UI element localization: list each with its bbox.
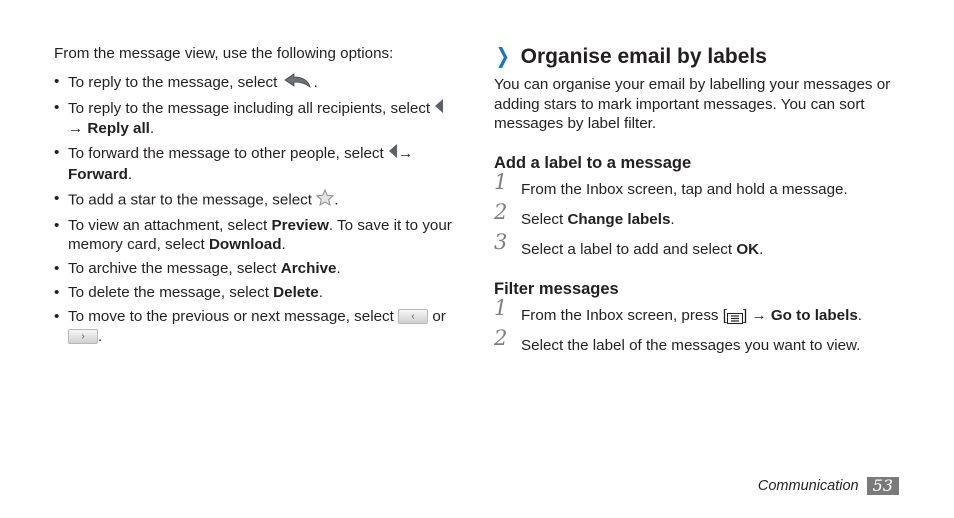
- chevron-right-icon: ❯: [495, 45, 510, 68]
- list-item: • To add a star to the message, select .: [54, 189, 459, 212]
- list-item: • To forward the message to other people, select → Forward.: [54, 143, 459, 184]
- previous-arrow-icon: ‹: [398, 309, 428, 324]
- list-item: • To view an attachment, select Preview. To save it to your memory card, select Download.: [54, 216, 459, 255]
- forward-icon: [388, 143, 398, 165]
- step-number: 1: [494, 170, 508, 194]
- list-item: • To delete the message, select Delete.: [54, 283, 459, 303]
- step-item: 2 Select the label of the messages you want to view.: [494, 326, 861, 354]
- list-item: • To reply to the message including all recipients, select → Reply all.: [54, 98, 459, 139]
- step-item: 1 From the Inbox screen, press [ ] → Go to labels.: [494, 296, 862, 324]
- step-number: 2: [494, 326, 508, 350]
- section-description: You can organise your email by labelling your messages or adding stars to mark important messages. You can sort messages by label filter.: [494, 76, 891, 132]
- subheading-add-label: Add a label to a message: [494, 153, 692, 172]
- subheading-filter: Filter messages: [494, 279, 619, 298]
- list-item: • To move to the previous or next message, select ‹ or › .: [54, 307, 459, 346]
- reply-icon: [282, 72, 314, 94]
- step-number: 3: [494, 230, 508, 254]
- step-item: 3 Select a label to add and select OK.: [494, 230, 764, 258]
- left-column: [54, 44, 459, 351]
- options-list: [54, 72, 459, 347]
- footer-section: Communication: [757, 478, 859, 494]
- page-footer: [758, 477, 899, 495]
- intro-text: From the message view, use the following options:: [54, 45, 394, 62]
- step-item: 1 From the Inbox screen, tap and hold a message.: [494, 170, 848, 198]
- star-icon: [316, 189, 334, 212]
- page-number: 53: [867, 477, 899, 495]
- section-title: ❯ Organise email by labels: [495, 45, 767, 68]
- step-number: 2: [494, 200, 508, 224]
- list-item: • To archive the message, select Archive.: [54, 259, 459, 279]
- step-number: 1: [494, 296, 508, 320]
- menu-key-icon: [727, 310, 743, 321]
- step-item: 2 Select Change labels.: [494, 200, 675, 228]
- next-arrow-icon: ›: [68, 329, 98, 344]
- reply-all-icon: [434, 98, 444, 120]
- item-text: To reply to the message, select: [68, 73, 278, 91]
- list-item: • To reply to the message, select .: [54, 72, 459, 94]
- right-column: [494, 44, 899, 366]
